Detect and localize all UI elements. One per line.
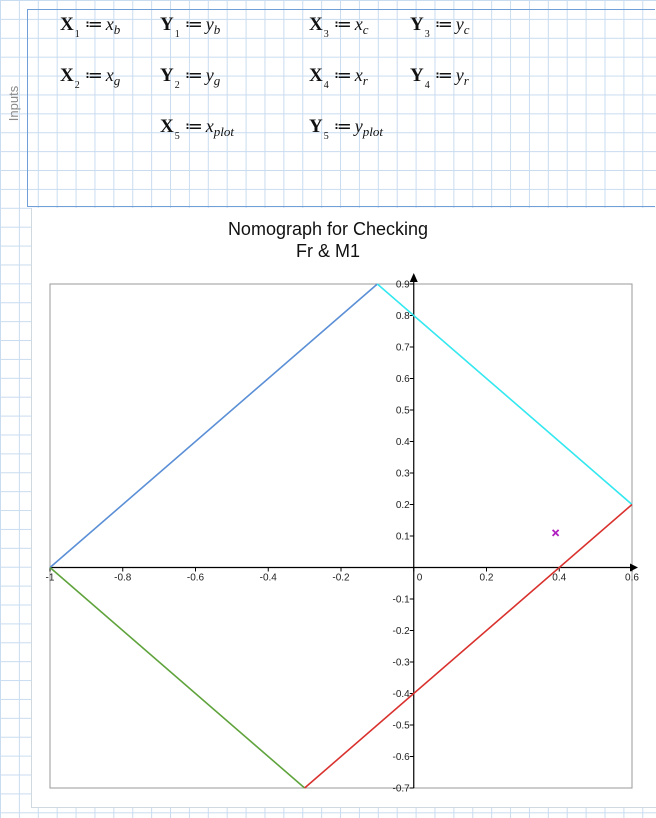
tick-labels — [46, 280, 640, 795]
assign-operator: ≔ — [184, 116, 203, 136]
assignment-lhs: Y — [160, 65, 174, 86]
assignment-rhs: y — [455, 14, 464, 34]
assignment-lhs-sub: 2 — [74, 80, 80, 91]
x-tick-label: -0.8 — [114, 572, 132, 584]
x-tick-label: 0.4 — [552, 572, 567, 584]
assign-operator: ≔ — [84, 14, 103, 34]
assignment-lhs-sub: 2 — [174, 80, 180, 91]
assignment-rhs-sub: r — [362, 73, 368, 88]
assign-operator: ≔ — [84, 65, 103, 85]
assignment-rhs: x — [205, 116, 214, 136]
region-label: Inputs — [6, 85, 22, 122]
series-lines — [50, 284, 632, 788]
assignment-rhs-sub: g — [113, 73, 121, 88]
assignment-rhs: y — [205, 65, 214, 85]
y-tick-label: 0.4 — [395, 437, 410, 448]
assign-operator: ≔ — [333, 65, 352, 85]
assignment-rhs-sub: c — [463, 22, 470, 37]
x-tick-label: -0.6 — [186, 572, 205, 584]
chart-title: Nomograph for Checking — [227, 219, 429, 239]
assignment-rhs: x — [354, 14, 363, 34]
assignment-rhs-sub: plot — [213, 124, 234, 139]
series-line-3 — [377, 284, 632, 505]
x-tick-label: 0.6 — [625, 572, 639, 584]
y-tick-label: -0.2 — [392, 626, 410, 637]
y-tick-label: -0.4 — [392, 689, 410, 700]
y-tick-label: -0.1 — [392, 594, 410, 606]
series-line-4 — [305, 505, 632, 789]
x-tick-label: 0 — [416, 572, 423, 584]
assignment-lhs-sub: 1 — [74, 29, 80, 40]
assignment-rhs-sub: b — [213, 22, 221, 37]
assignment-lhs: Y — [309, 116, 323, 137]
assign-operator: ≔ — [333, 14, 352, 34]
assign-operator: ≔ — [434, 14, 453, 34]
series-line-1 — [50, 284, 377, 568]
assignment-rhs-sub: g — [213, 73, 221, 88]
y-tick-label: 0.9 — [395, 279, 410, 291]
assignment-lhs: Y — [410, 65, 424, 86]
x-axis-arrow-icon — [630, 564, 638, 572]
assignment-lhs: Y — [410, 14, 424, 35]
assign-operator: ≔ — [333, 116, 352, 136]
assignment-rhs: x — [354, 65, 363, 85]
assign-operator: ≔ — [184, 14, 203, 34]
x-tick-label: -0.2 — [332, 572, 350, 584]
assignment-lhs-sub: 4 — [323, 80, 329, 91]
assignment-lhs: X — [309, 14, 323, 35]
y-tick-label: 0.3 — [395, 468, 410, 480]
y-tick-label: 0.6 — [395, 374, 410, 385]
assignment-lhs-sub: 5 — [174, 131, 180, 142]
y-tick-label: -0.5 — [392, 720, 410, 732]
assignment-lhs-sub: 4 — [424, 80, 430, 91]
assignment-rhs-sub: r — [463, 73, 469, 88]
assignment-rhs: y — [354, 116, 363, 136]
data-points — [553, 530, 559, 536]
series-line-2 — [50, 568, 305, 789]
x-tick-label: -1 — [45, 572, 55, 584]
y-tick-label: -0.3 — [392, 657, 410, 669]
axes — [50, 273, 638, 788]
assignment-lhs-sub: 5 — [323, 131, 329, 142]
assignment-rhs: y — [205, 14, 214, 34]
y-axis-arrow-icon — [410, 273, 418, 282]
plot-frame — [50, 284, 632, 788]
assignment-rhs: y — [455, 65, 464, 85]
assignment-lhs: Y — [160, 14, 174, 35]
assignment-lhs: X — [60, 14, 74, 35]
y-tick-label: 0.2 — [395, 500, 410, 511]
chart-subtitle: Fr & M1 — [295, 241, 360, 261]
assignment-lhs-sub: 3 — [424, 29, 430, 40]
assignment-rhs-sub: c — [362, 22, 369, 37]
y-tick-label: 0.5 — [395, 405, 410, 417]
y-tick-label: 0.1 — [395, 531, 410, 543]
y-tick-label: 0.7 — [395, 342, 410, 354]
assignment-rhs-sub: b — [113, 22, 121, 37]
y-tick-label: 0.8 — [395, 311, 410, 322]
y-tick-label: -0.6 — [392, 752, 410, 763]
assignment-rhs-sub: plot — [362, 124, 383, 139]
assign-operator: ≔ — [184, 65, 203, 85]
x-tick-label: 0.2 — [479, 572, 494, 584]
assignment-rhs: x — [105, 65, 114, 85]
assignment-lhs-sub: 1 — [174, 29, 180, 40]
assignment-lhs: X — [309, 65, 323, 86]
y-tick-label: -0.7 — [392, 783, 410, 795]
assignment-lhs-sub: 3 — [323, 29, 329, 40]
assignment-lhs: X — [60, 65, 74, 86]
x-tick-label: -0.4 — [259, 572, 277, 584]
assign-operator: ≔ — [434, 65, 453, 85]
data-point-marker — [553, 530, 559, 536]
assignment-lhs: X — [160, 116, 174, 137]
assignment-rhs: x — [105, 14, 114, 34]
